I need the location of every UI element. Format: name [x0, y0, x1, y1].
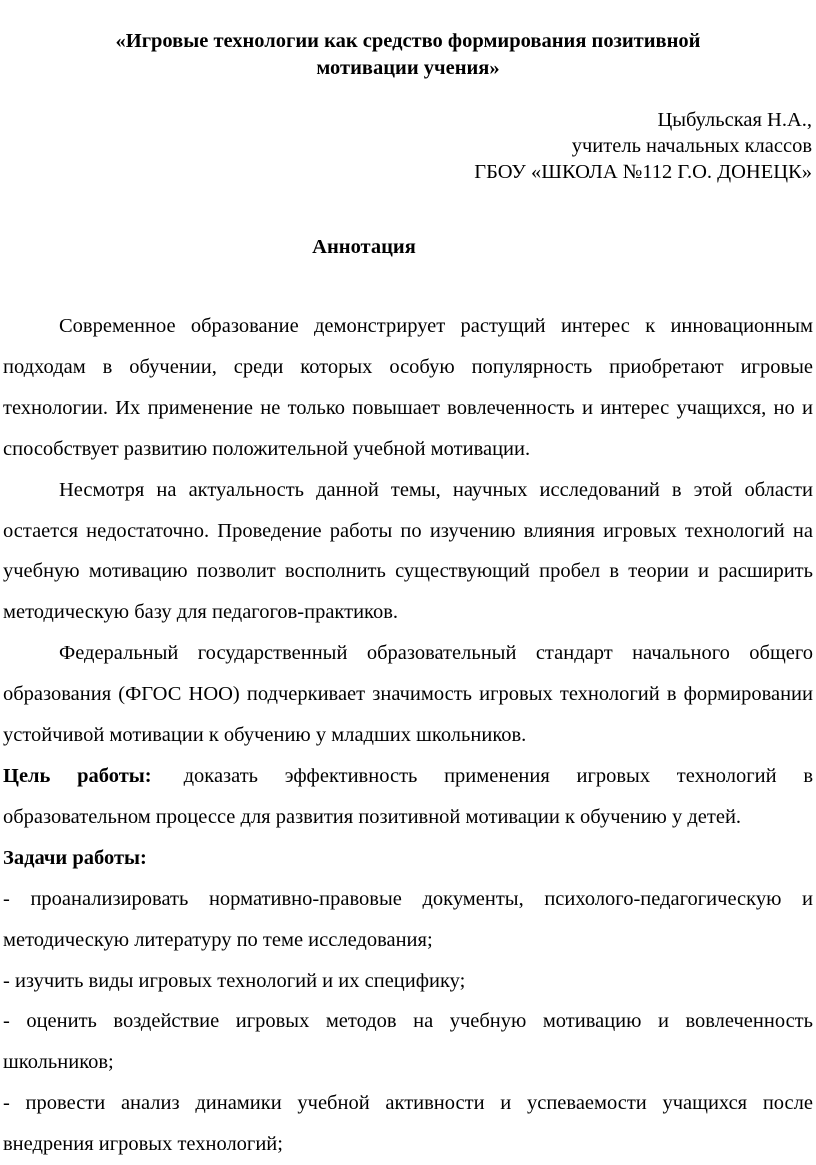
- task-item-4: - провести анализ динамики учебной активности и успеваемости учащихся после внедрения игровых технологий;: [3, 1092, 813, 1156]
- task-item-1: - проанализировать нормативно-правовые документы, психолого-педагогическую и методическую литературу по теме исследования;: [3, 887, 813, 951]
- document-title: [0, 28, 816, 82]
- author-block: [474, 107, 812, 185]
- goal-paragraph: [3, 756, 813, 838]
- author-position: учитель начальных классов: [571, 135, 812, 157]
- task-item-3: - оценить воздействие игровых методов на учебную мотивацию и вовлеченность школьников;: [3, 1010, 813, 1074]
- paragraph-1: Современное образование демонстрирует растущий интерес к инновационным подходам в обучении, среди которых особую популярность приобретают игровые технологии. Их применение не только повышает вовлеченность и интерес учащихся, но и способствует развитию положительной учебной мотивации.: [3, 315, 813, 460]
- paragraph-2: Несмотря на актуальность данной темы, научных исследований в этой области остается недостаточно. Проведение работы по изучению влияния игровых технологий на учебную мотивацию позволит восполнить существующий пробел в теории и расширить методическую базу для педагогов-практиков.: [3, 478, 813, 624]
- title-line-1: «Игровые технологии как средство формирования позитивной: [115, 30, 701, 52]
- goal-text: доказать эффективность применения игровых технологий в образовательном процессе для развития позитивной мотивации к обучению у детей.: [3, 764, 813, 828]
- tasks-heading: Задачи работы:: [3, 846, 147, 869]
- task-item-2: - изучить виды игровых технологий и их специфику;: [3, 969, 466, 992]
- paragraph-3: Федеральный государственный образовательный стандарт начального общего образования (ФГОС НОО) подчеркивает значимость игровых технологий в формировании устойчивой мотивации к обучению у младших школьников.: [3, 642, 813, 747]
- title-line-2: мотивации учения»: [316, 57, 500, 79]
- annotation-body: [3, 306, 813, 1165]
- annotation-heading: Аннотация: [312, 236, 416, 258]
- author-name: Цыбульская Н.А.,: [657, 109, 812, 131]
- author-organization: ГБОУ «ШКОЛА №112 Г.О. ДОНЕЦК»: [474, 161, 812, 183]
- goal-label: Цель работы:: [3, 764, 152, 787]
